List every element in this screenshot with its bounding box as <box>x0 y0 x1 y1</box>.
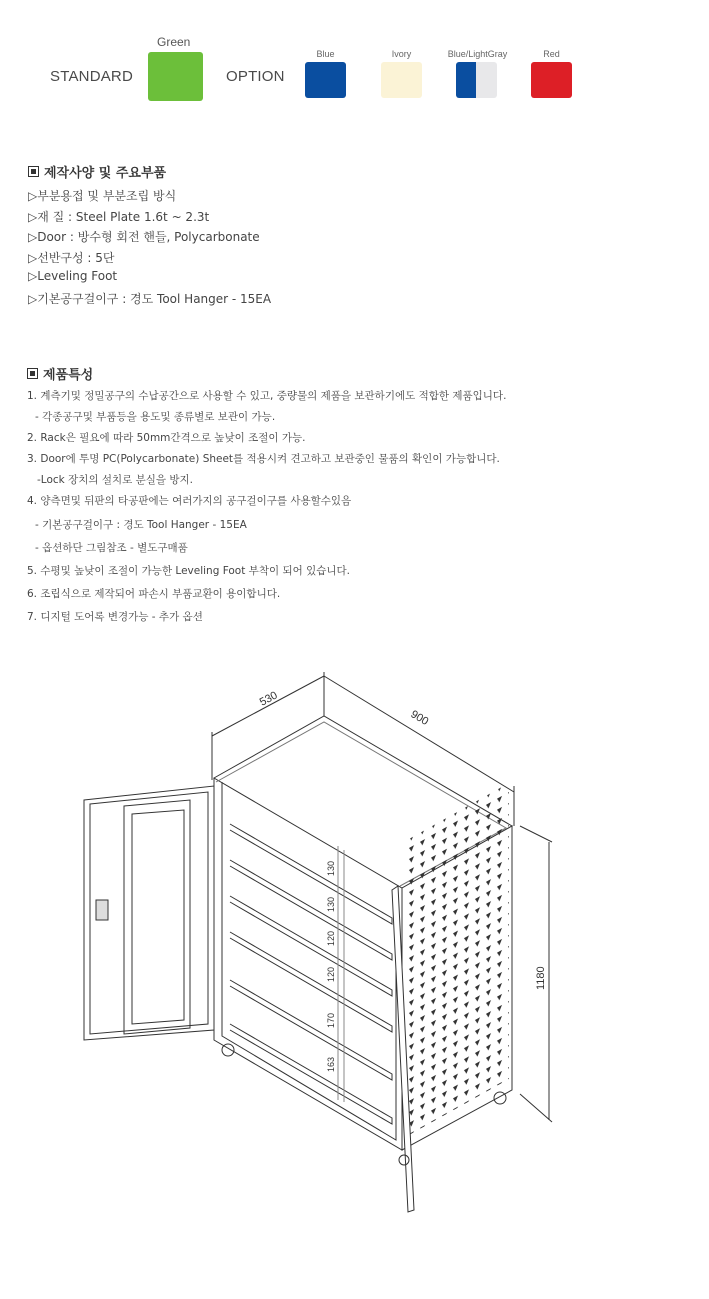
spec-item: ▷Leveling Foot <box>28 269 118 283</box>
option-color-swatch[interactable] <box>381 62 422 98</box>
features-section <box>27 364 506 632</box>
standard-color-swatch[interactable] <box>148 52 203 101</box>
spec-title-text: 제작사양 및 주요부품 <box>44 166 167 181</box>
shelf-gap-label: 120 <box>326 966 336 982</box>
features-title <box>27 364 506 383</box>
shelf-gap-label: 130 <box>326 860 336 876</box>
feature-line: - 각종공구및 부품등을 용도및 종류별로 보관이 가능. <box>35 411 276 423</box>
color-options <box>0 0 709 120</box>
feature-line: 6. 조립식으로 제작되어 파손시 부품교환이 용이합니다. <box>27 588 281 600</box>
standard-color-name: Green <box>157 35 191 49</box>
cabinet-drawing <box>0 660 709 1290</box>
feature-line: 2. Rack은 필요에 따라 50mm간격으로 높낮이 조절이 가능. <box>27 432 306 444</box>
option-color-name: Blue <box>316 49 335 59</box>
dim-height-label: 1180 <box>535 966 547 990</box>
spec-item: ▷재 질 : Steel Plate 1.6t ~ 2.3t <box>28 209 210 224</box>
feature-line: 4. 양측면및 뒤판의 타공판에는 여러가지의 공구걸이구를 사용할수있음 <box>27 495 352 507</box>
spec-section <box>28 162 271 310</box>
spec-item: ▷Door : 방수형 회전 핸들, Polycarbonate <box>28 230 260 244</box>
option-label: OPTION <box>226 68 285 85</box>
feature-line: 5. 수평및 높낮이 조절이 가능한 Leveling Foot 부착이 되어 있습니다. <box>27 565 350 577</box>
feature-line: -Lock 장치의 설치로 분실을 방지. <box>37 474 193 486</box>
feature-line: 3. Door에 투명 PC(Polycarbonate) Sheet를 적용시켜 견고하고 보관중인 물품의 확인이 가능합니다. <box>27 453 500 465</box>
shelf-gap-label: 163 <box>326 1056 336 1072</box>
option-color-swatch[interactable] <box>305 62 346 98</box>
option-color-swatch[interactable] <box>531 62 572 98</box>
shelf-gap-label: 170 <box>326 1012 336 1028</box>
option-color-swatch[interactable] <box>456 62 497 98</box>
features-title-text: 제품특성 <box>43 368 94 383</box>
square-bullet-icon <box>27 368 38 379</box>
feature-line: - 옵션하단 그림참조 - 별도구매품 <box>35 542 188 554</box>
dim-depth-label: 530 <box>257 689 280 709</box>
option-color-name: Blue/LightGray <box>447 49 508 59</box>
shelf-gap-label: 130 <box>326 896 336 912</box>
spec-item: ▷부분용접 및 부분조립 방식 <box>28 189 177 203</box>
feature-line: - 기본공구걸이구 : 경도 Tool Hanger - 15EA <box>35 519 247 531</box>
spec-title <box>28 162 271 181</box>
shelf-gap-label: 120 <box>326 930 336 946</box>
feature-line: 7. 디지털 도어록 변경가능 - 추가 옵션 <box>27 611 203 623</box>
feature-line: 1. 계측기및 정밀공구의 수납공간으로 사용할 수 있고, 중량물의 제품을 보관하기에도 적합한 제품입니다. <box>27 390 507 402</box>
option-color-name: Red <box>543 49 560 59</box>
spec-item: ▷선반구성 : 5단 <box>28 250 115 265</box>
spec-item: ▷기본공구걸이구 : 경도 Tool Hanger - 15EA <box>28 291 272 306</box>
square-bullet-icon <box>28 166 39 177</box>
option-color-name: Ivory <box>391 49 412 59</box>
dim-width-label: 900 <box>408 708 431 729</box>
standard-label: STANDARD <box>50 68 133 85</box>
